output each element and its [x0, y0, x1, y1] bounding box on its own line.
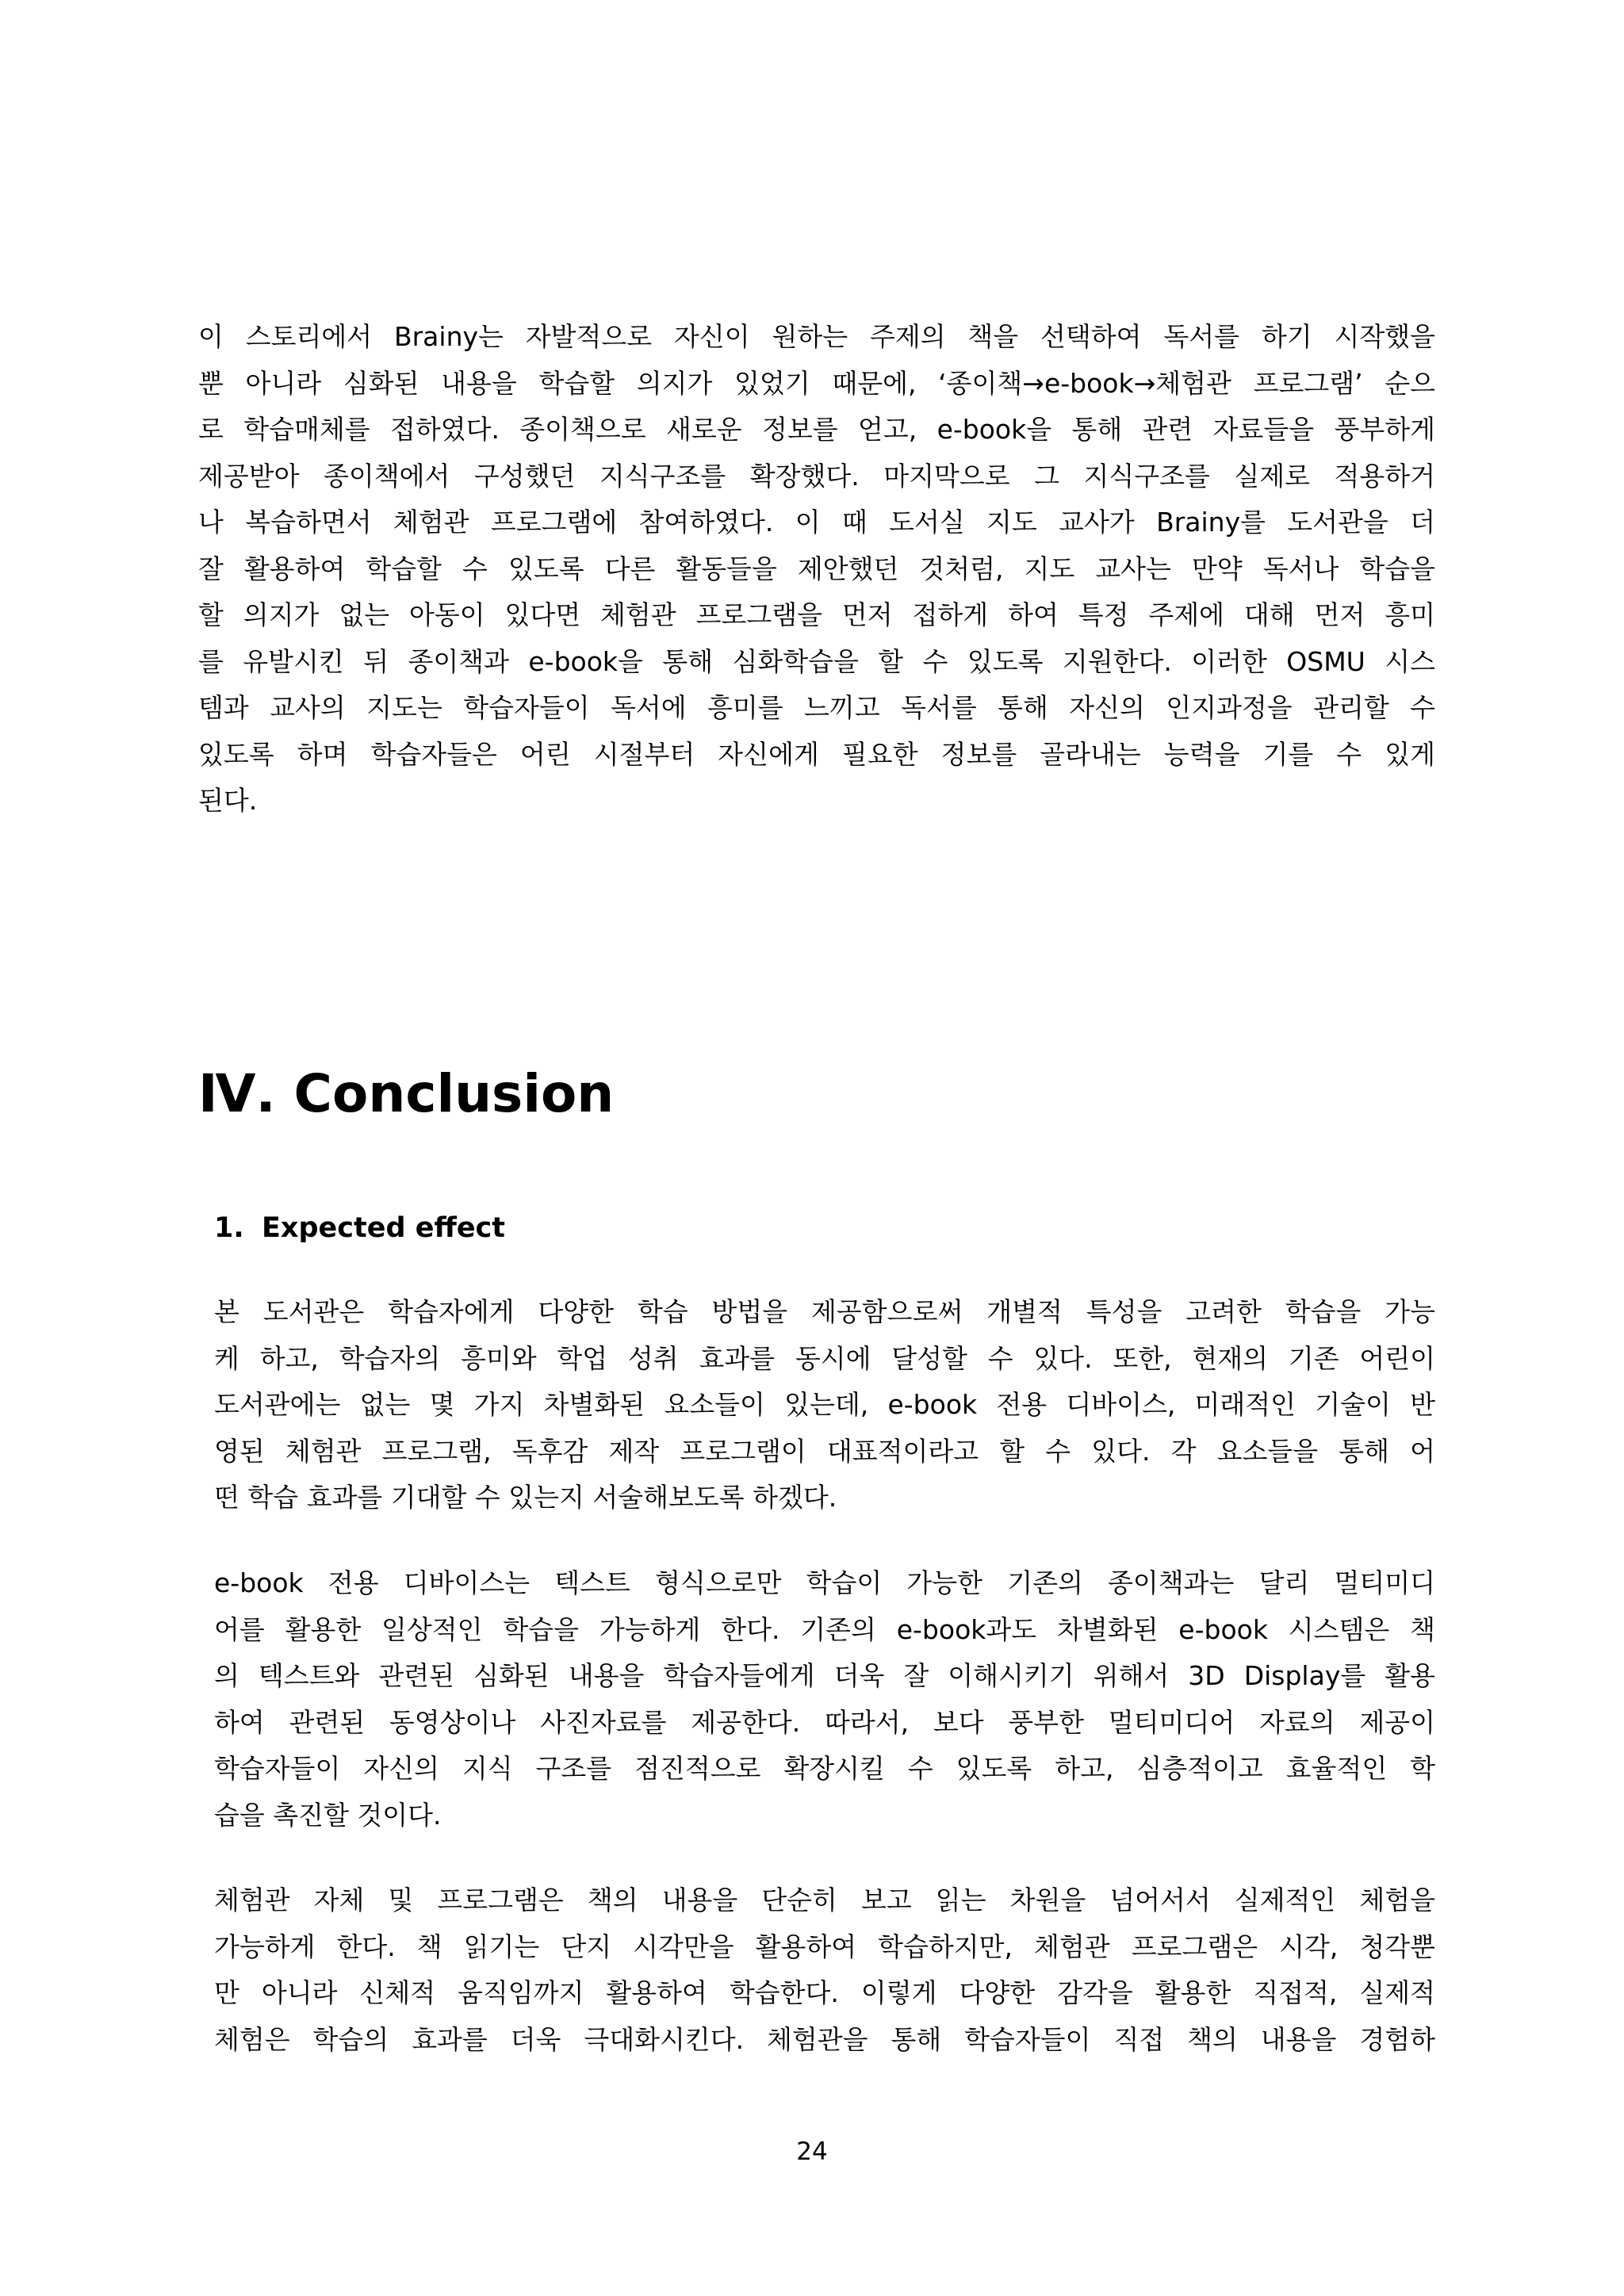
text-line: 이 스토리에서 Brainy는 자발적으로 자신이 원하는 주제의 책을 선택하여 독서를 하기 시작했을 [198, 321, 1435, 352]
text-line: 템과 교사의 지도는 학습자들이 독서에 흥미를 느끼고 독서를 통해 자신의 인지과정을 관리할 수 [198, 692, 1435, 723]
text-line: 있도록 하며 학습자들은 어린 시절부터 자신에게 필요한 정보를 골라내는 능력을 기를 수 있게 [198, 738, 1435, 770]
section-heading-conclusion: Ⅳ. Conclusion [198, 1063, 615, 1124]
text-line: 를 유발시킨 뒤 종이책과 e-book을 통해 심화학습을 할 수 있도록 지원한다. 이러한 OSMU 시스 [198, 645, 1435, 677]
subsection-heading [214, 1208, 505, 1248]
paragraph-brainy-story [198, 314, 1435, 825]
text-line: 어를 활용한 일상적인 학습을 가능하게 한다. 기존의 e-book과도 차별화된 e-book 시스템은 책 [214, 1613, 1435, 1645]
text-line: 로 학습매체를 접하였다. 종이책으로 새로운 정보를 얻고, e-book을 통해 관련 자료들을 풍부하게 [198, 414, 1435, 445]
text-line: 가능하게 한다. 책 읽기는 단지 시각만을 활용하여 학습하지만, 체험관 프로그램은 시각, 청각뿐 [214, 1931, 1435, 1962]
text-line: 제공받아 종이책에서 구성했던 지식구조를 확장했다. 마지막으로 그 지식구조를 실제로 적용하거 [198, 460, 1435, 492]
text-line: 잘 활용하여 학습할 수 있도록 다른 활동들을 제안했던 것처럼, 지도 교사는 만약 독서나 학습을 [198, 553, 1435, 584]
text-line: 나 복습하면서 체험관 프로그램에 참여하였다. 이 때 도서실 지도 교사가 Brainy를 도서관을 더 [198, 507, 1435, 538]
paragraph-library-overview [214, 1289, 1435, 1521]
text-line: 만 아니라 신체적 움직임까지 활용하여 학습한다. 이렇게 다양한 감각을 활용한 직접적, 실제적 [214, 1977, 1435, 2008]
paragraph-ebook-device [214, 1560, 1435, 1839]
page-number: 24 [796, 2137, 828, 2166]
paragraph-experience-hall [214, 1877, 1435, 2063]
text-line: e-book 전용 디바이스는 텍스트 형식으로만 학습이 가능한 기존의 종이책과는 달리 멀티미디 [214, 1567, 1435, 1598]
text-line: 뿐 아니라 심화된 내용을 학습할 의지가 있었기 때문에, ‘종이책→e-book→체험관 프로그램’ 순으 [198, 367, 1435, 399]
text-line: 본 도서관은 학습자에게 다양한 학습 방법을 제공함으로써 개별적 특성을 고려한 학습을 가능 [214, 1296, 1435, 1327]
subsection-title: Expected effect [262, 1212, 506, 1244]
text-line: 체험관 자체 및 프로그램은 책의 내용을 단순히 보고 읽는 차원을 넘어서서 실제적인 체험을 [214, 1885, 1435, 1915]
text-line: 영된 체험관 프로그램, 독후감 제작 프로그램이 대표적이라고 할 수 있다. 각 요소들을 통해 어 [214, 1435, 1435, 1467]
subsection-number: 1. [214, 1212, 244, 1244]
text-line: 의 텍스트와 관련된 심화된 내용을 학습자들에게 더욱 잘 이해시키기 위해서 3D Display를 활용 [214, 1660, 1435, 1691]
text-line: 하여 관련된 동영상이나 사진자료를 제공한다. 따라서, 보다 풍부한 멀티미디어 자료의 제공이 [214, 1706, 1435, 1738]
text-line: 학습자들이 자신의 지식 구조를 점진적으로 확장시킬 수 있도록 하고, 심층적이고 효율적인 학 [214, 1753, 1435, 1784]
text-line: 된다. [198, 785, 258, 816]
text-line: 습을 촉진할 것이다. [214, 1799, 442, 1831]
text-line: 할 의지가 없는 아동이 있다면 체험관 프로그램을 먼저 접하게 하여 특정 주제에 대해 먼저 흥미 [198, 599, 1435, 630]
text-line: 떤 학습 효과를 기대할 수 있는지 서술해보도록 하겠다. [214, 1482, 837, 1513]
text-line: 체험은 학습의 효과를 더욱 극대화시킨다. 체험관을 통해 학습자들이 직접 책의 내용을 경험하 [214, 2023, 1435, 2055]
text-line: 케 하고, 학습자의 흥미와 학업 성취 효과를 동시에 달성할 수 있다. 또한, 현재의 기존 어린이 [214, 1342, 1435, 1374]
text-line: 도서관에는 없는 몇 가지 차별화된 요소들이 있는데, e-book 전용 디바이스, 미래적인 기술이 반 [214, 1389, 1435, 1420]
